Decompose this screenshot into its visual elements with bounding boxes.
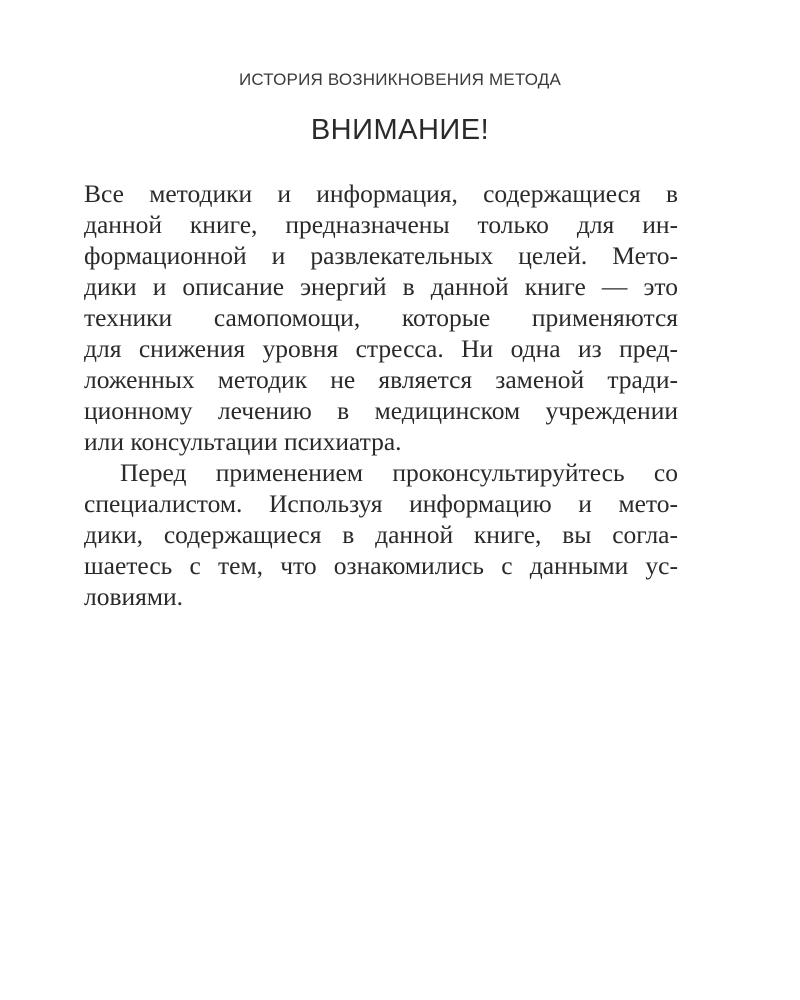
paragraph-2 (84, 457, 678, 612)
text-line: ложенных методик не является заменой тради- (84, 365, 678, 394)
text-line: дики, содержащиеся в данной книге, вы согла- (84, 520, 678, 549)
text-line: специалистом. Используя информацию и мето- (84, 489, 678, 518)
section-title: ВНИМАНИЕ! (310, 114, 490, 146)
text-line: Все методики и информация, содержащиеся в (84, 179, 678, 208)
text-line: ционному лечению в медицинском учреждении (84, 396, 678, 425)
text-line: техники самопомощи, которые применяются (84, 303, 678, 332)
text-line: для снижения уровня стресса. Ни одна из пред- (84, 334, 678, 363)
text-line: данной книге, предназначены только для ин- (84, 210, 678, 239)
text-line: формационной и развлекательных целей. Мето- (84, 241, 678, 270)
notice-body (84, 178, 678, 612)
text-line: ловиями. (84, 582, 184, 611)
text-line: дики и описание энергий в данной книге — это (84, 272, 678, 301)
text-line: шаетесь с тем, что ознакомились с данными ус- (84, 551, 678, 580)
paragraph-1 (84, 178, 678, 457)
running-header: ИСТОРИЯ ВОЗНИКНОВЕНИЯ МЕТОДА (238, 70, 562, 89)
text-line: или консультации психиатра. (84, 427, 402, 456)
text-line: Перед применением проконсультируйтесь со (120, 458, 678, 487)
